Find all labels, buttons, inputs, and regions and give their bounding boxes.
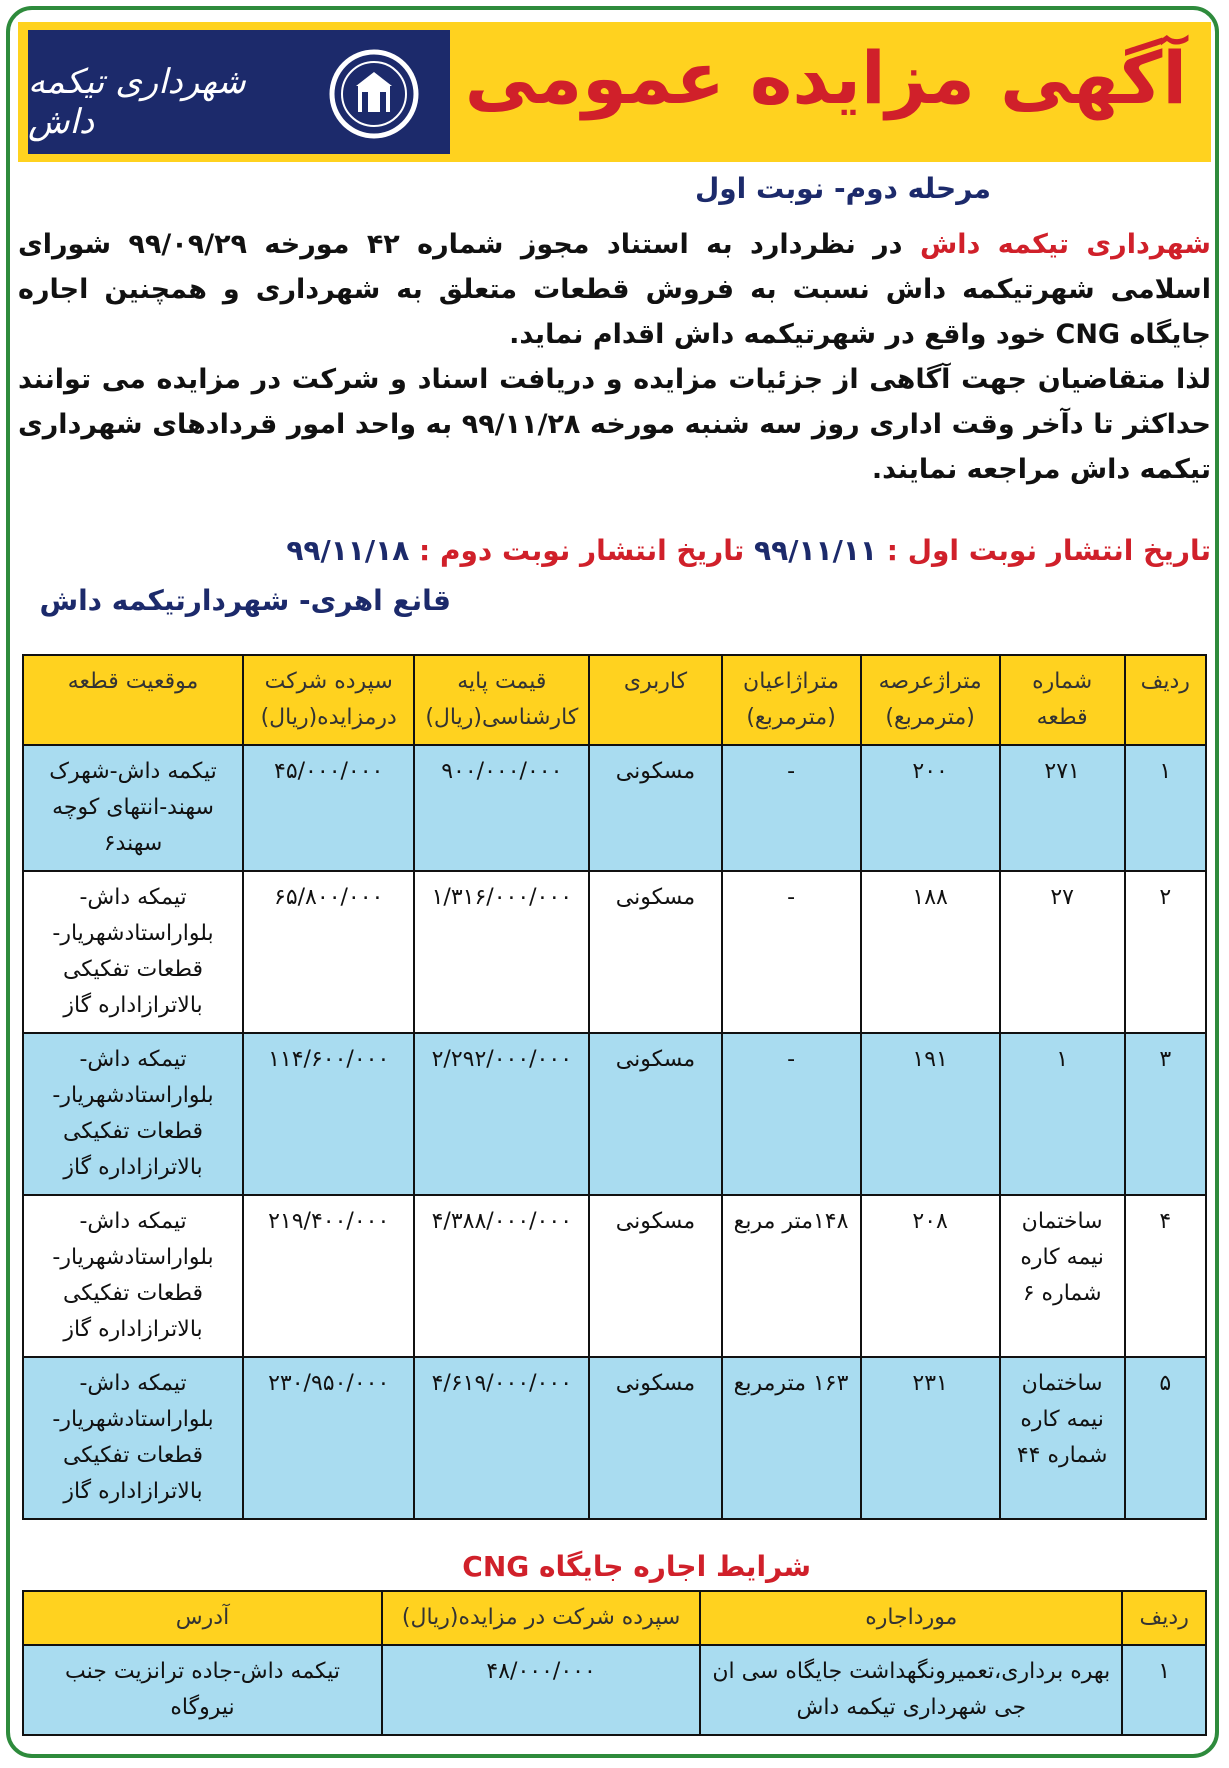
- lots-cell: تیمکه داش- بلواراستادشهریار- قطعات تفکیکی بالاترازاداره گاز: [23, 871, 243, 1033]
- ad-container: [18, 22, 1211, 1746]
- lots-cell: تیکمه داش-شهرک سهند-انتهای کوچه سهند۶: [23, 745, 243, 871]
- cng-cell: تیکمه داش-جاده ترانزیت جنب نیروگاه: [23, 1645, 382, 1735]
- lots-cell: ۲۷: [1000, 871, 1125, 1033]
- lots-table-row: [23, 871, 1206, 1033]
- lots-cell: تیمکه داش- بلواراستادشهریار- قطعات تفکیکی بالاترازاداره گاز: [23, 1033, 243, 1195]
- cng-header-cell: آدرس: [23, 1591, 382, 1645]
- lots-cell: ۲۱۹/۴۰۰/۰۰۰: [243, 1195, 414, 1357]
- lots-cell: ۳: [1125, 1033, 1206, 1195]
- intro-paragraph-2: لذا متقاضیان جهت آگاهی از جزئیات مزایده و دریافت اسناد و شرکت در مزایده می توانند حداکثر تا دآخر وقت اداری روز سه شنبه مورخه ۹۹/۱۱/۲۸ به واحد امور قردادهای شهرداری تیکمه داش مراجعه نمایند.: [18, 364, 1211, 485]
- lots-header-cell: کاربری: [589, 655, 721, 745]
- logo-text: شهرداری تیکمه داش: [28, 62, 246, 142]
- lots-table-row: [23, 1357, 1206, 1519]
- lots-cell: ساختمان نیمه کاره شماره ۴۴: [1000, 1357, 1125, 1519]
- cng-table-header: [23, 1591, 1206, 1645]
- first-date-value: ۹۹/۱۱/۱۱: [754, 534, 878, 567]
- lots-header-cell: شماره قطعه: [1000, 655, 1125, 745]
- header-banner: [18, 22, 1211, 162]
- emblem-icon: [326, 46, 422, 142]
- lots-header-cell: ردیف: [1125, 655, 1206, 745]
- lots-cell: ۱: [1125, 745, 1206, 871]
- municipality-logo: [28, 30, 450, 154]
- cng-cell: بهره برداری،تعمیرونگهداشت جایگاه سی ان جی شهرداری تیکمه داش: [700, 1645, 1122, 1735]
- lots-cell: ۱۴۸متر مربع: [722, 1195, 861, 1357]
- cng-title: شرایط اجاره جایگاه CNG: [462, 1550, 811, 1583]
- lots-header-cell: سپرده شرکت درمزایده(ریال): [243, 655, 414, 745]
- lots-header-cell: متراژعرصه (مترمربع): [861, 655, 1000, 745]
- lots-cell: ۴۵/۰۰۰/۰۰۰: [243, 745, 414, 871]
- lots-cell: تیمکه داش- بلواراستادشهریار- قطعات تفکیکی بالاترازاداره گاز: [23, 1195, 243, 1357]
- lots-cell: ۶۵/۸۰۰/۰۰۰: [243, 871, 414, 1033]
- cng-cell: ۴۸/۰۰۰/۰۰۰: [382, 1645, 700, 1735]
- lots-table-header: [23, 655, 1206, 745]
- lots-cell: ۱۸۸: [861, 871, 1000, 1033]
- lots-cell: ۱۱۴/۶۰۰/۰۰۰: [243, 1033, 414, 1195]
- lots-cell: ۴/۶۱۹/۰۰۰/۰۰۰: [414, 1357, 589, 1519]
- lots-table: [22, 654, 1207, 1520]
- lots-header-cell: قیمت پایه کارشناسی(ریال): [414, 655, 589, 745]
- cng-header-cell: سپرده شرکت در مزایده(ریال): [382, 1591, 700, 1645]
- lots-cell: ۱۹۱: [861, 1033, 1000, 1195]
- lots-header-cell: موقعیت قطعه: [23, 655, 243, 745]
- cng-table: [22, 1590, 1207, 1736]
- signature: قانع اهری- شهردارتیکمه داش: [39, 584, 451, 617]
- intro-org-name: شهرداری تیکمه داش: [919, 229, 1211, 260]
- lots-table-row: [23, 1195, 1206, 1357]
- lots-cell: مسکونی: [589, 1033, 721, 1195]
- lots-cell: مسکونی: [589, 1195, 721, 1357]
- lots-cell: ۲۰۰: [861, 745, 1000, 871]
- second-date-value: ۹۹/۱۱/۱۸: [286, 534, 410, 567]
- lots-cell: -: [722, 1033, 861, 1195]
- lots-header-cell: متراژاعیان (مترمربع): [722, 655, 861, 745]
- lots-cell: ۱: [1000, 1033, 1125, 1195]
- lots-cell: ۴: [1125, 1195, 1206, 1357]
- lots-cell: ۴/۳۸۸/۰۰۰/۰۰۰: [414, 1195, 589, 1357]
- lots-cell: -: [722, 745, 861, 871]
- lots-cell: ۲۰۸: [861, 1195, 1000, 1357]
- stage-label: مرحله دوم- نوبت اول: [694, 172, 991, 205]
- lots-table-row: [23, 1033, 1206, 1195]
- lots-cell: ۲: [1125, 871, 1206, 1033]
- lots-cell: ۹۰۰/۰۰۰/۰۰۰: [414, 745, 589, 871]
- intro-text: [18, 222, 1211, 492]
- first-date-label: تاریخ انتشار نوبت اول :: [877, 534, 1211, 567]
- lots-cell: ۵: [1125, 1357, 1206, 1519]
- cng-table-row: [23, 1645, 1206, 1735]
- lots-cell: مسکونی: [589, 871, 721, 1033]
- second-date-label: تاریخ انتشار نوبت دوم :: [409, 534, 755, 567]
- lots-cell: ۲۷۱: [1000, 745, 1125, 871]
- lots-cell: ۲۳۱: [861, 1357, 1000, 1519]
- cng-cell: ۱: [1122, 1645, 1206, 1735]
- cng-header-cell: مورداجاره: [700, 1591, 1122, 1645]
- lots-cell: ۱۶۳ مترمربع: [722, 1357, 861, 1519]
- cng-header-cell: ردیف: [1122, 1591, 1206, 1645]
- lots-cell: تیمکه داش- بلواراستادشهریار- قطعات تفکیکی بالاترازاداره گاز: [23, 1357, 243, 1519]
- lots-cell: مسکونی: [589, 1357, 721, 1519]
- lots-cell: ۲/۲۹۲/۰۰۰/۰۰۰: [414, 1033, 589, 1195]
- publish-dates: [18, 534, 1211, 567]
- lots-cell: ساختمان نیمه کاره شماره ۶: [1000, 1195, 1125, 1357]
- lots-cell: ۲۳۰/۹۵۰/۰۰۰: [243, 1357, 414, 1519]
- page-title: آگهی مزایده عمومی: [464, 36, 1187, 120]
- lots-cell: مسکونی: [589, 745, 721, 871]
- lots-cell: -: [722, 871, 861, 1033]
- lots-cell: ۱/۳۱۶/۰۰۰/۰۰۰: [414, 871, 589, 1033]
- intro-paragraph-1: در نظردارد به استناد مجوز شماره ۴۲ مورخه ۹۹/۰۹/۲۹ شورای اسلامی شهرتیکمه داش نسبت به فروش قطعات متعلق به شهرداری و همچنین اجاره جایگاه CNG خود واقع در شهرتیکمه داش اقدام نماید.: [18, 229, 1211, 350]
- lots-table-row: [23, 745, 1206, 871]
